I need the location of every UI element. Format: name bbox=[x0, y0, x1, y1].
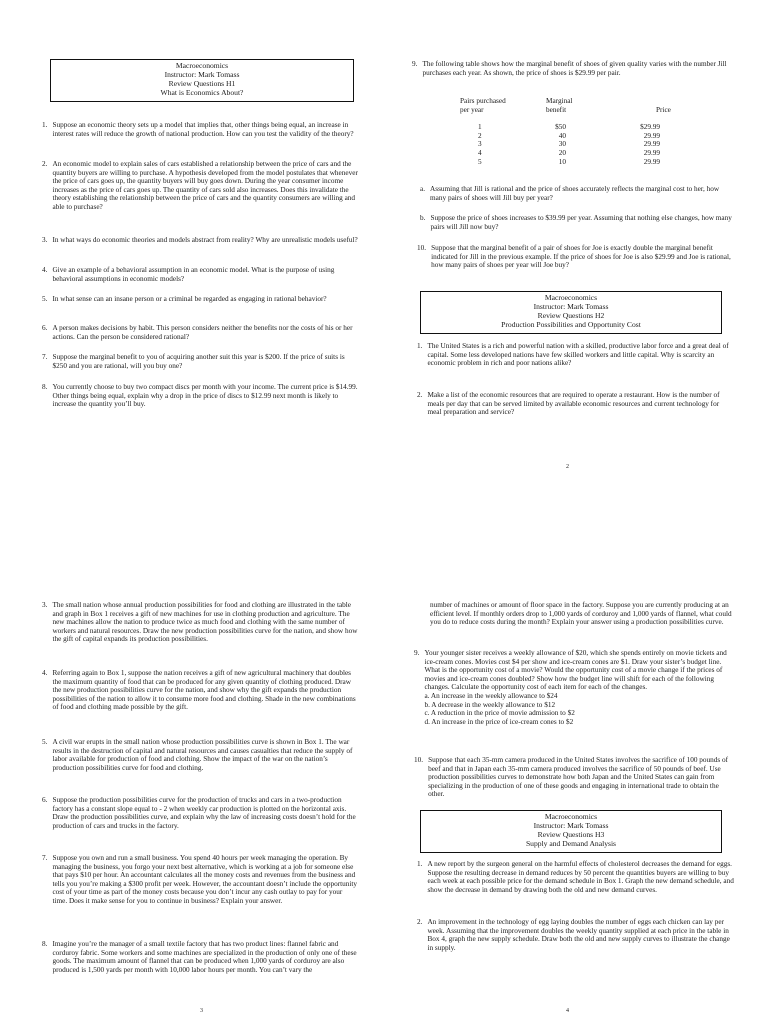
col-header-line bbox=[630, 97, 690, 106]
header-box-h3 bbox=[420, 810, 722, 853]
col-header-price: Price bbox=[656, 105, 671, 114]
question-h1-5: 5. In what sense can an insane person or a criminal be regarded as engaging in rational behavior? bbox=[42, 295, 327, 303]
question-h2-9: 9. Your younger sister receives a weekly allowance of $20, which she spends entirely on movie tickets and ice-cream cones. Movies cost $4 per show and ice-cream cones are $1. Draw your sister’s budget line. What is the opportunity cost of a movie? Would the opportunity cost of a movie change if the prices of movies and ice-cream cones doubled? Show how the budget line will shift for each of the following changes. Calculate the opportunity cost of each item for each of the changes. a. An increase in the weekly allowance to $24 b. A decrease in the weekly allowance to $12 c. A reduction in the price of movie admission to $2 d. An increase in the price of ice-cream cones to $2 bbox=[414, 649, 736, 726]
page-4 bbox=[384, 512, 768, 1024]
question-h2-1: 1. The United States is a rich and powerful nation with a skilled, productive labor force and a great deal of capital. Some less developed nations have few skilled workers and little capital. Why is scarcity an economic problem in rich and poor nations alike? bbox=[417, 342, 729, 368]
table-cell: 29.99 bbox=[643, 140, 660, 149]
instructor: Instructor: Mark Tomass bbox=[533, 302, 609, 311]
table-cell: 20 bbox=[558, 148, 566, 157]
question-h1-9b: b. Suppose the price of shoes increases to $39.99 per year. Assuming that nothing else changes, how many pairs will Jill now buy? bbox=[420, 214, 732, 231]
page-number: 2 bbox=[566, 464, 569, 470]
question-h2-6: 6. Suppose the production possibilities curve for the production of trucks and cars in a two-production factory has a constant slope equal to - 2 when weekly car production is plotted on the horizontal axis. Draw the production possibilities curve, and explain why the law of increasing costs doesn’t hold for the production of cars and trucks in the factory. bbox=[42, 796, 356, 830]
page-1 bbox=[0, 0, 384, 512]
table-cell: $50 bbox=[555, 123, 566, 132]
question-h2-10: 10. Suppose that each 35-mm camera produced in the United States involves the sacrifice of 100 pounds of beef and that in Japan each 35-mm camera produced involves the sacrifice of 50 pounds of beef. Use production possibilities curves to demonstrate how both Japan and the United States can gain from specializing in the production of one of these goods and engaging in international trade to obtain the other. bbox=[414, 756, 729, 799]
table-cell: $29.99 bbox=[640, 123, 660, 132]
question-h2-7: 7. Suppose you own and run a small business. You spend 40 hours per week managing the operation. By managing the business, you forgo your next best alternative, which is working at a job for someone else that pays $10 per hour. An accountant calculates all the money costs and revenues from the business and tells you you’re making a $300 profit per week. However, the accountant doesn’t include the opportunity cost of your time as part of the money costs because you don’t incur any cash outlay to pay for your time. Does it make sense for you to continue in business? Explain your answer. bbox=[42, 854, 358, 905]
question-h2-8: 8. Imagine you’re the manager of a small textile factory that has two product lines: flannel fabric and corduroy fabric. Some workers and some machines are specialized in the production of only one of these goods. The maximum amount of flannel that can be produced when 1,000 yards of corduroy are also produced is 1,500 yards per month with 10,000 labor hours per month. You can’t vary the bbox=[42, 940, 357, 974]
topic: What is Economics About? bbox=[160, 88, 244, 97]
table-cell: 40 bbox=[558, 131, 566, 140]
col-header-line: Pairs purchased bbox=[460, 97, 506, 105]
page-2 bbox=[384, 0, 768, 512]
course-title: Macroeconomics bbox=[544, 812, 598, 821]
instructor: Instructor: Mark Tomass bbox=[164, 70, 240, 79]
question-h3-2: 2. An improvement in the technology of egg laying doubles the number of eggs each chicken can lay per week. Assuming that the improvement doubles the weekly quantity supplied at each price in the table in Box 4, graph the new supply schedule. Draw both the old and new supply curves to illustrate the change in supply. bbox=[417, 918, 730, 952]
page-number: 4 bbox=[566, 1008, 569, 1014]
table-cell: 4 bbox=[478, 148, 482, 157]
question-h1-4: 4. Give an example of a behavioral assumption in an economic model. What is the purpose of using behavioral assumptions in economic models? bbox=[42, 266, 335, 283]
question-h1-10: 10. Suppose that the marginal benefit of a pair of shoes for Joe is exactly double the marginal benefit indicated for Jill in the previous example. If the price of shoes for Joe is also $29.99 and Joe is rational, how many pairs of shoes per year will Joe buy? bbox=[417, 244, 731, 270]
topic: Production Possibilities and Opportunity Cost bbox=[501, 320, 641, 329]
topic: Supply and Demand Analysis bbox=[525, 839, 617, 848]
table-cell: 1 bbox=[478, 123, 482, 132]
review-set: Review Questions H3 bbox=[537, 830, 605, 839]
col-header-line: Marginal bbox=[546, 97, 573, 105]
list-item: d. An increase in the price of ice-cream cones to $2 bbox=[424, 717, 574, 726]
page-number: 3 bbox=[200, 1008, 203, 1014]
question-h2-8-continued: number of machines or amount of floor space in the factory. Suppose you are currently producing at an efficient level. If monthly orders drop to 1,000 yards of corduroy and 1,000 yards of flannel, what could you do to reduce costs during the month? Explain your answer using a production possibilities curve. bbox=[430, 601, 732, 627]
question-h1-6: 6. A person makes decisions by habit. This person considers neither the benefits nor the costs of his or her actions. Can the person be considered rational? bbox=[42, 324, 353, 341]
table-col-benefit bbox=[546, 97, 606, 166]
table-cell: 30 bbox=[558, 140, 566, 149]
col-header-line: per year bbox=[460, 105, 484, 114]
course-title: Macroeconomics bbox=[544, 293, 598, 302]
header-box-h1 bbox=[50, 59, 354, 102]
review-set: Review Questions H2 bbox=[537, 311, 605, 320]
question-h1-7: 7. Suppose the marginal benefit to you of acquiring another suit this year is $200. If the price of suits is $250 and you are rational, will you buy one? bbox=[42, 353, 345, 370]
question-h1-8: 8. You currently choose to buy two compact discs per month with your income. The current price is $14.99. Other things being equal, explain why a drop in the price of discs to $12.99 next month is likely to increase the quantity you’ll buy. bbox=[42, 383, 358, 409]
question-h2-2: 2. Make a list of the economic resources that are required to operate a restaurant. How is the number of meals per day that can be served limited by available economic resources and current technology for meal preparation and service? bbox=[417, 391, 720, 417]
table-cell: 29.99 bbox=[643, 157, 660, 166]
instructor: Instructor: Mark Tomass bbox=[533, 821, 609, 830]
header-box-h2 bbox=[420, 291, 722, 334]
question-h3-1: 1. A new report by the surgeon general on the harmful effects of cholesterol decreases the demand for eggs. Suppose the resulting decrease in demand reduces by 50 percent the quantities buyers are willing to buy each week at each possible price for the demand schedule in Box 1. Graph the new demand schedule, and show the decrease in demand by drawing both the old and new demand curves. bbox=[417, 860, 734, 894]
question-h1-3: 3. In what ways do economic theories and models abstract from reality? Why are unrealistic models useful? bbox=[42, 236, 358, 244]
question-h1-9a: a. Assuming that Jill is rational and the price of shoes accurately reflects the marginal cost to her, how many pairs of shoes will Jill buy per year? bbox=[420, 185, 720, 202]
course-title: Macroeconomics bbox=[175, 61, 229, 70]
table-cell: 10 bbox=[558, 157, 566, 166]
review-set: Review Questions H1 bbox=[168, 79, 236, 88]
table-cell: 3 bbox=[478, 140, 482, 149]
list-item: c. A reduction in the price of movie admission to $2 bbox=[424, 709, 575, 718]
question-h2-9-text: Your younger sister receives a weekly allowance of $20, which she spends entirely on movie tickets and ice-cream cones. Movies cost $4 per show and ice-cream cones are $1. Draw your sister’s budget line. What is the opportunity cost of a movie? Would the opportunity cost of a movie change if the prices of movies and ice-cream cones doubled? Show how the budget line will shift for each of the following changes. Calculate the opportunity cost of each item for each of the changes. bbox=[424, 649, 727, 692]
col-header-line: benefit bbox=[546, 105, 567, 114]
table-cell: 2 bbox=[478, 131, 482, 140]
table-col-price bbox=[630, 97, 690, 166]
list-item: a. An increase in the weekly allowance to $24 bbox=[424, 691, 558, 700]
marginal-benefit-table bbox=[460, 97, 700, 177]
question-h1-9: 9. The following table shows how the marginal benefit of shoes of given quality varies with the number Jill purchases each year. As shown, the price of shoes is $29.99 per pair. bbox=[412, 60, 727, 77]
table-cell: 29.99 bbox=[643, 131, 660, 140]
list-item: b. A decrease in the weekly allowance to $12 bbox=[424, 700, 556, 709]
question-h1-2: 2. An economic model to explain sales of cars established a relationship between the price of cars and the quantity buyers are willing to purchase. A hypothesis developed from the model postulates that whenever the price of cars goes up, the quantity buyers will buy goes down. During the year consumer income increases as the price of cars goes up. The quantity of cars sold also increases. Does this invalidate the theory establishing the relationship between the price of cars and the quantity consumers are willing and able to purchase? bbox=[42, 160, 358, 211]
question-h2-3: 3. The small nation whose annual production possibilities for food and clothing are illustrated in the table and graph in Box 1 receives a gift of new machines for use in clothing production and agriculture. The new machines allow the nation to produce twice as much food and clothing with the same number of workers and natural resources. Draw the new production possibilities curve for the nation, and show how the gift of capital expands its production possibilities. bbox=[42, 601, 358, 644]
table-col-pairs bbox=[460, 97, 540, 166]
question-h2-5: 5. A civil war erupts in the small nation whose production possibilities curve is shown in Box 1. The war results in the destruction of capital and natural resources and causes casualties that reduce the supply of labor available for production of food and clothing. Show the impact of the war on the nation’s production possibilities curve for food and clothing. bbox=[42, 738, 353, 772]
question-h2-4: 4. Referring again to Box 1, suppose the nation receives a gift of new agricultural machinery that doubles the maximum quantity of food that can be produced for any given quantity of clothing produced. Draw the new production possibilities curve for the nation, and show why the gift expands the production possibilities of the nation to allow it to consume more food and clothing. Shade in the new combinations of food and clothing made possible by the gift. bbox=[42, 669, 356, 712]
page-3 bbox=[0, 512, 384, 1024]
table-cell: 29.99 bbox=[643, 148, 660, 157]
table-cell: 5 bbox=[478, 157, 482, 166]
question-h1-1: 1. Suppose an economic theory sets up a model that implies that, other things being equal, an increase in interest rates will reduce the growth of national production. How can you test the validity of the theory? bbox=[42, 121, 354, 138]
